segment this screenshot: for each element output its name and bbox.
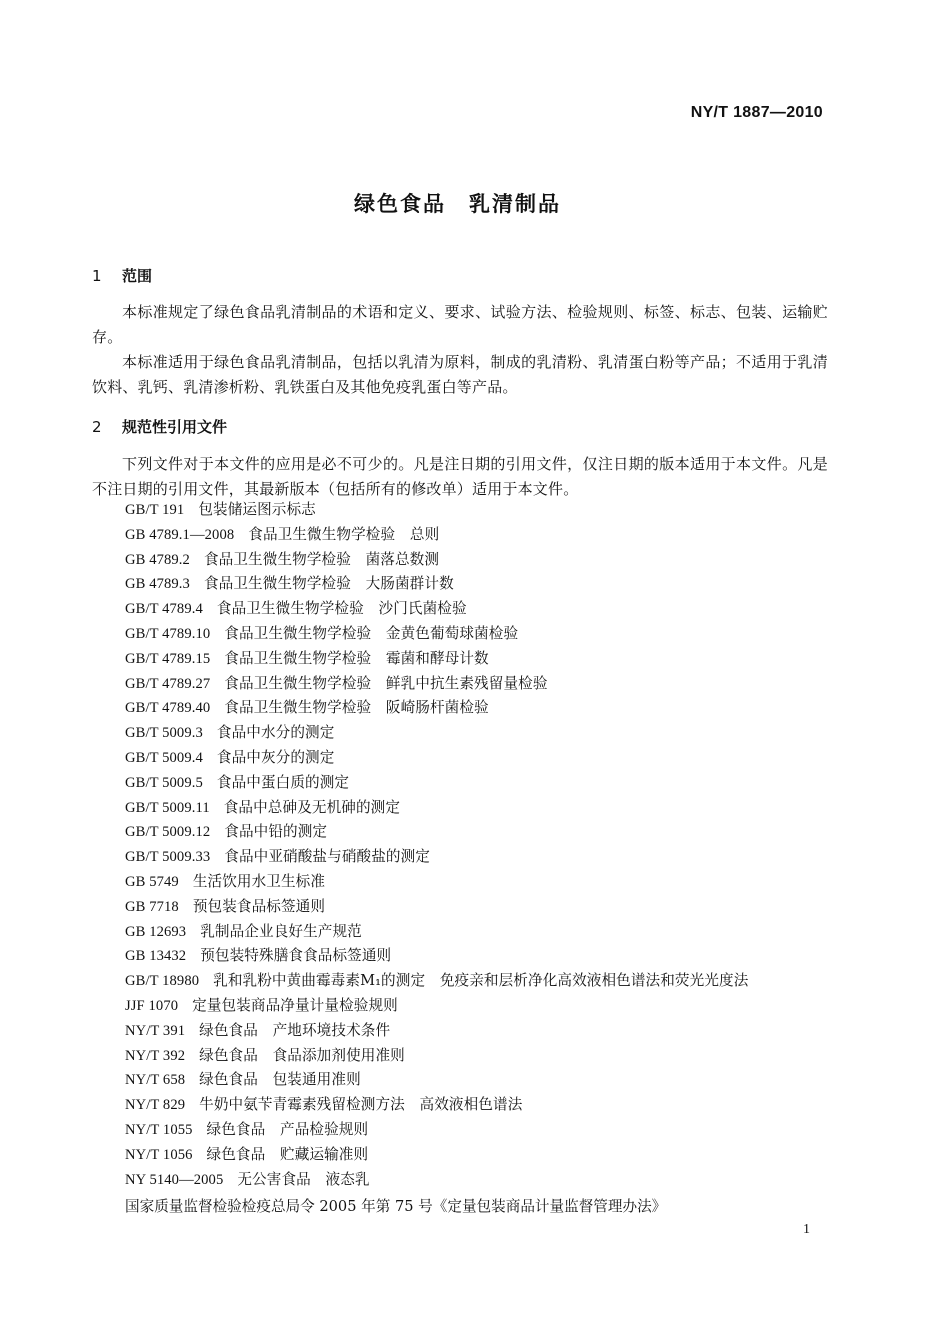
reference-title: 牛奶中氨苄青霉素残留检测方法 高效液相色谱法 bbox=[199, 1096, 523, 1114]
reference-item bbox=[125, 548, 835, 573]
reference-code: NY 5140—2005 bbox=[125, 1171, 224, 1188]
reference-code: NY/T 1056 bbox=[125, 1146, 193, 1163]
reference-title: 绿色食品 产地环境技术条件 bbox=[199, 1021, 391, 1039]
reference-title: 食品卫生微生物学检验 菌落总数测 bbox=[203, 550, 440, 568]
reference-title: 食品中蛋白质的测定 bbox=[216, 773, 350, 791]
reference-item bbox=[125, 1143, 835, 1168]
reference-item bbox=[125, 721, 835, 746]
reference-code: GB/T 5009.5 bbox=[125, 774, 203, 791]
references-intro-paragraph: 下列文件对于本文件的应用是必不可少的。凡是注日期的引用文件，仅注日期的版本适用于本文件。凡是不注日期的引用文件，其最新版本（包括所有的修改单）适用于本文件。 bbox=[92, 455, 828, 498]
reference-title: 食品卫生微生物学检验 霉菌和酵母计数 bbox=[224, 649, 489, 667]
reference-list bbox=[125, 498, 835, 1192]
reference-code: NY/T 391 bbox=[125, 1022, 186, 1039]
reference-item bbox=[125, 870, 835, 895]
reference-item bbox=[125, 597, 835, 622]
reference-title: 预包装特殊膳食食品标签通则 bbox=[200, 947, 392, 965]
reference-code: GB/T 4789.10 bbox=[125, 625, 211, 642]
standard-code: NY/T 1887—2010 bbox=[690, 104, 823, 121]
reference-item bbox=[125, 944, 835, 969]
reference-code: GB 13432 bbox=[125, 948, 187, 965]
reference-code: NY/T 658 bbox=[125, 1072, 186, 1089]
reference-item bbox=[125, 845, 835, 870]
reference-title: 食品中灰分的测定 bbox=[216, 748, 335, 766]
reference-code: GB/T 18980 bbox=[125, 973, 200, 990]
reference-code: GB/T 5009.11 bbox=[125, 799, 210, 816]
reference-code: NY/T 392 bbox=[125, 1047, 186, 1064]
reference-item bbox=[125, 796, 835, 821]
reference-title: 定量包装商品净量计量检验规则 bbox=[192, 996, 398, 1014]
reference-title: 食品中水分的测定 bbox=[216, 724, 335, 742]
reference-item bbox=[125, 1044, 835, 1069]
reference-title: 包装储运图示标志 bbox=[198, 501, 316, 518]
reference-title: 食品中铅的测定 bbox=[224, 823, 328, 841]
reference-code: GB 4789.2 bbox=[125, 551, 190, 568]
reference-item bbox=[125, 696, 835, 721]
reference-item bbox=[125, 895, 835, 920]
reference-code: GB/T 4789.27 bbox=[125, 675, 211, 692]
reference-title: 食品卫生微生物学检验 总则 bbox=[248, 525, 440, 543]
reference-title: 绿色食品 包装通用准则 bbox=[199, 1071, 361, 1089]
section-title: 范围 bbox=[122, 267, 153, 285]
reference-item bbox=[125, 820, 835, 845]
reference-item bbox=[125, 647, 835, 672]
reference-title: 食品卫生微生物学检验 大肠菌群计数 bbox=[203, 575, 454, 593]
reference-title: 乳制品企业良好生产规范 bbox=[200, 922, 362, 940]
reference-item bbox=[125, 994, 835, 1019]
reference-code: GB/T 191 bbox=[125, 502, 185, 518]
reference-code: GB/T 5009.12 bbox=[125, 824, 211, 841]
reference-title: 无公害食品 液态乳 bbox=[237, 1170, 370, 1188]
reference-item bbox=[125, 1068, 835, 1093]
section-title: 规范性引用文件 bbox=[122, 418, 228, 436]
reference-code: GB/T 4789.40 bbox=[125, 700, 211, 717]
reference-code: GB/T 4789.15 bbox=[125, 650, 211, 667]
reference-item bbox=[125, 498, 835, 523]
reference-item bbox=[125, 523, 835, 548]
reference-item bbox=[125, 572, 835, 597]
section-number: 2 bbox=[92, 418, 102, 436]
reference-title: 食品卫生微生物学检验 沙门氏菌检验 bbox=[216, 600, 467, 618]
section-2-heading bbox=[92, 416, 227, 437]
reference-code: GB/T 5009.4 bbox=[125, 749, 203, 766]
reference-item bbox=[125, 920, 835, 945]
reference-title: 食品卫生微生物学检验 阪崎肠杆菌检验 bbox=[224, 699, 489, 717]
decree-reference: 国家质量监督检验检疫总局令 2005 年第 75 号《定量包装商品计量监督管理办法》 bbox=[125, 1198, 667, 1215]
reference-code: GB 12693 bbox=[125, 923, 187, 940]
page-number: 1 bbox=[803, 1222, 810, 1237]
reference-item bbox=[125, 771, 835, 796]
reference-title: 预包装食品标签通则 bbox=[192, 897, 326, 915]
reference-item bbox=[125, 746, 835, 771]
reference-title: 食品卫生微生物学检验 鲜乳中抗生素残留量检验 bbox=[224, 674, 548, 692]
reference-title: 绿色食品 食品添加剂使用准则 bbox=[199, 1046, 405, 1064]
scope-paragraph-2: 本标准适用于绿色食品乳清制品，包括以乳清为原料，制成的乳清粉、乳清蛋白粉等产品；不适用于乳清饮料、乳钙、乳清渗析粉、乳铁蛋白及其他免疫乳蛋白等产品。 bbox=[92, 353, 828, 396]
reference-item bbox=[125, 1093, 835, 1118]
reference-title: 食品中亚硝酸盐与硝酸盐的测定 bbox=[224, 848, 430, 866]
reference-item bbox=[125, 1019, 835, 1044]
reference-code: JJF 1070 bbox=[125, 997, 179, 1014]
reference-item bbox=[125, 672, 835, 697]
reference-item bbox=[125, 1118, 835, 1143]
reference-title: 食品中总砷及无机砷的测定 bbox=[223, 798, 401, 816]
section-1-heading bbox=[92, 265, 152, 286]
scope-paragraph-1: 本标准规定了绿色食品乳清制品的术语和定义、要求、试验方法、检验规则、标签、标志、包装、运输贮存。 bbox=[92, 303, 828, 346]
reference-code: GB 4789.3 bbox=[125, 576, 190, 593]
reference-code: GB 5749 bbox=[125, 873, 179, 890]
reference-code: GB 7718 bbox=[125, 898, 179, 915]
reference-code: GB/T 4789.4 bbox=[125, 601, 203, 618]
reference-code: GB 4789.1—2008 bbox=[125, 526, 235, 543]
reference-title: 绿色食品 贮藏运输准则 bbox=[206, 1145, 369, 1163]
reference-code: NY/T 829 bbox=[125, 1097, 186, 1114]
reference-title: 食品卫生微生物学检验 金黄色葡萄球菌检验 bbox=[224, 624, 519, 642]
reference-title: 绿色食品 产品检验规则 bbox=[206, 1120, 369, 1138]
section-number: 1 bbox=[92, 267, 102, 285]
reference-item bbox=[125, 1168, 835, 1193]
reference-title: 生活饮用水卫生标准 bbox=[192, 872, 326, 890]
reference-item bbox=[125, 622, 835, 647]
reference-code: GB/T 5009.3 bbox=[125, 725, 203, 742]
reference-title: 乳和乳粉中黄曲霉毒素M₁的测定 免疫亲和层析净化高效液相色谱法和荧光光度法 bbox=[213, 972, 749, 990]
reference-code: GB/T 5009.33 bbox=[125, 849, 211, 866]
document-title: 绿色食品 乳清制品 bbox=[354, 192, 561, 216]
reference-item bbox=[125, 969, 835, 994]
reference-code: NY/T 1055 bbox=[125, 1121, 193, 1138]
